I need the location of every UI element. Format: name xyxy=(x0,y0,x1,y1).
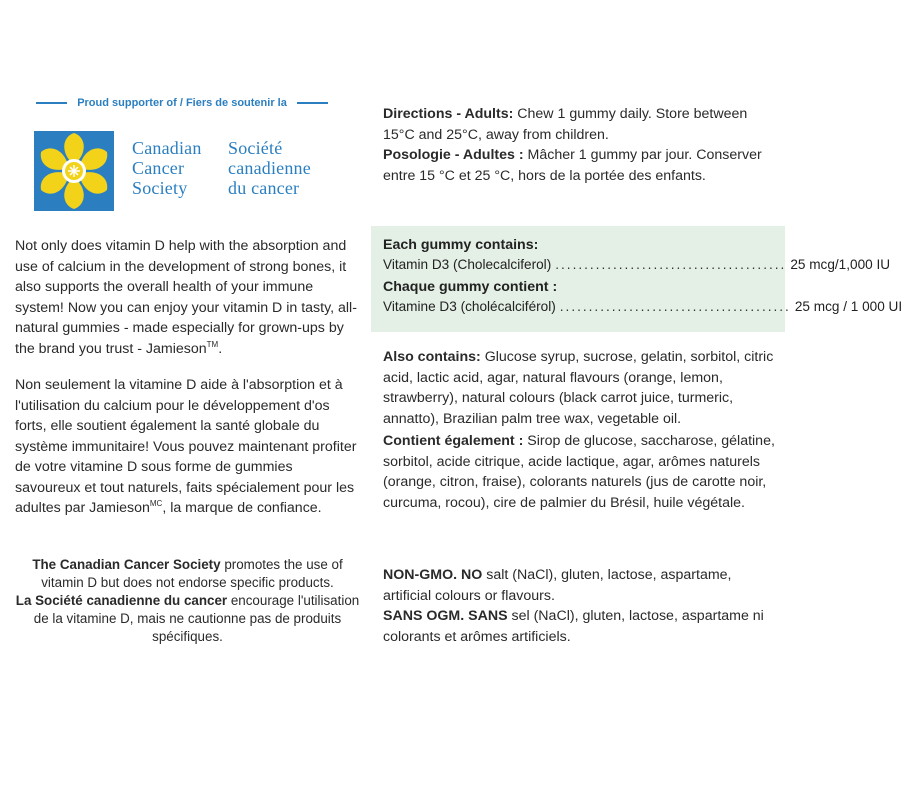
supporter-text: Proud supporter of / Fiers de soutenir la xyxy=(77,97,287,109)
non-gmo-english xyxy=(383,565,778,606)
trademark-mark: TM xyxy=(206,339,219,349)
also-contains-fr-text: Sirop de glucose, saccharose, gélatine, sorbitol, acide citrique, acide lactique, agar, arômes naturels (orange, citron, fraise), colorants naturels (jus de carotte noir, curcuma, rocou), cire de palmier du Brésil, huile végétale. xyxy=(383,433,775,511)
directions-english xyxy=(383,104,778,145)
intro-french xyxy=(15,375,360,519)
leader-dots-en: ........................................ xyxy=(555,257,787,272)
non-gmo-fr-label: SANS OGM. SANS xyxy=(383,608,508,624)
ingredient-amount-en: 25 mcg/1,000 IU xyxy=(790,257,891,272)
also-contains-french xyxy=(383,431,778,513)
intro-english xyxy=(15,236,360,359)
ingredient-amount-fr: 25 mcg / 1 000 UI xyxy=(794,299,902,314)
society-name-en: The Canadian Cancer Society xyxy=(32,557,221,572)
medicinal-ingredients-box xyxy=(371,226,902,332)
supporter-line-left xyxy=(36,102,67,104)
logo-fr-line-2: canadienne xyxy=(228,158,311,178)
also-contains-en-text: Glucose syrup, sucrose, gelatin, sorbitol, citric acid, lactic acid, agar, natural flavours (orange, lemon, strawberry), natural colours (black carrot juice, turmeric, annatto), Brazilian palm tree wax, vegetable oil. xyxy=(383,349,774,427)
society-note-french xyxy=(15,592,360,646)
supporter-header xyxy=(36,97,328,109)
logo-en-line-2: Cancer xyxy=(132,158,185,178)
directions-french xyxy=(383,145,778,186)
non-gmo-statement xyxy=(383,565,778,647)
non-gmo-french xyxy=(383,606,778,647)
society-note-fr-text: encourage l'utilisation de la vitamine D, mais ne cautionne pas de produits spécifiques. xyxy=(33,593,360,644)
non-gmo-en-label: NON-GMO. NO xyxy=(383,567,483,583)
daffodil-logo-icon xyxy=(34,131,114,211)
logo-wordmark-english xyxy=(132,138,202,198)
directions-fr-text: Mâcher 1 gummy par jour. Conserver entre 15 °C et 25 °C, hors de la portée des enfants. xyxy=(383,147,762,184)
facts-row-fr xyxy=(383,297,902,317)
intro-french-text: Non seulement la vitamine D aide à l'absorption et à l'utilisation du calcium pour le développement d'os forts, elle soutient également la santé globale du système immunitaire! Vous pouvez maintenant profiter de votre vitamine D sous forme de gummies savoureux et tout naturels, faits spécialement pour les adultes par Jamieson xyxy=(15,377,357,516)
also-contains-fr-label: Contient également : xyxy=(383,433,524,449)
directions-en-text: Chew 1 gummy daily. Store between 15°C and 25°C, away from children. xyxy=(383,106,748,143)
ingredient-name-fr: Vitamine D3 (cholécalciférol) xyxy=(383,299,556,314)
facts-header-en: Each gummy contains: xyxy=(383,237,539,253)
logo-fr-line-3: du cancer xyxy=(228,178,300,198)
intro-english-end: . xyxy=(218,340,223,357)
non-gmo-fr-text: sel (NaCl), gluten, lactose, aspartame ni colorants et arômes artificiels. xyxy=(383,608,764,645)
also-contains-en-label: Also contains: xyxy=(383,349,481,365)
logo-en-line-3: Society xyxy=(132,178,188,198)
intro-french-end: , la marque de confiance. xyxy=(162,500,322,516)
logo-fr-line-1: Société xyxy=(228,138,283,158)
trademark-mark-fr: MC xyxy=(149,499,163,508)
society-name-fr: La Société canadienne du cancer xyxy=(15,593,228,608)
directions xyxy=(383,104,778,186)
logo-wordmark-french xyxy=(228,138,311,198)
supporter-line-right xyxy=(297,102,328,104)
intro-english-text: Not only does vitamin D help with the absorption and use of calcium in the development of strong bones, it also supports the overall health of your immune system! Now you can enjoy your vitamin D in tasty, all-natural gummies - made especially for grown-ups by the brand you trust - Jamieson xyxy=(15,238,357,357)
leader-dots-fr: ........................................ xyxy=(559,299,791,314)
society-note-english xyxy=(15,556,360,592)
directions-fr-label: Posologie - Adultes : xyxy=(383,147,524,163)
facts-header-fr: Chaque gummy contient : xyxy=(383,279,558,295)
logo-en-line-1: Canadian xyxy=(132,138,202,158)
directions-en-label: Directions - Adults: xyxy=(383,106,514,122)
also-contains-english xyxy=(383,347,778,429)
facts-row-en xyxy=(383,255,891,275)
society-note xyxy=(15,556,360,646)
society-note-en-text: promotes the use of vitamin D but does not endorse specific products. xyxy=(41,557,343,590)
ingredient-name-en: Vitamin D3 (Cholecalciferol) xyxy=(383,257,552,272)
non-gmo-en-text: salt (NaCl), gluten, lactose, aspartame, artificial colours or flavours. xyxy=(383,567,732,604)
non-medicinal-ingredients xyxy=(383,347,778,513)
